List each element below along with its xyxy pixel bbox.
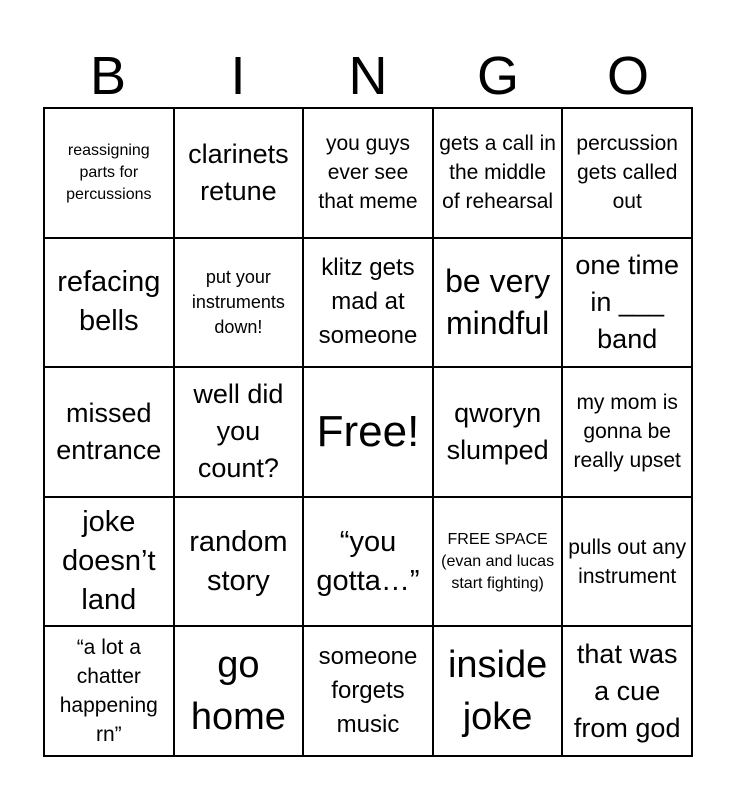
bingo-cell[interactable]	[303, 108, 433, 238]
cell-text: qworyn slumped	[446, 397, 549, 465]
bingo-cell[interactable]	[174, 626, 304, 756]
bingo-cell[interactable]	[44, 238, 174, 368]
bingo-cell[interactable]	[174, 497, 304, 627]
bingo-cell[interactable]	[562, 238, 692, 368]
bingo-cell[interactable]	[562, 367, 692, 497]
bingo-cell[interactable]	[303, 626, 433, 756]
cell-text: one time in ___ band	[575, 249, 679, 354]
cell-text: reassigning parts for percussions	[66, 141, 152, 203]
cell-text: you guys ever see that meme	[318, 132, 418, 214]
bingo-cell[interactable]	[433, 367, 563, 497]
cell-text: FREE SPACE (evan and lucas start fighting)	[441, 530, 555, 592]
cell-text: Free!	[316, 406, 420, 456]
header-letter-n: N	[348, 46, 388, 106]
cell-text: gets a call in the middle of rehearsal	[439, 132, 556, 214]
bingo-cell[interactable]	[44, 367, 174, 497]
bingo-cell[interactable]	[433, 497, 563, 627]
bingo-cell[interactable]	[303, 497, 433, 627]
bingo-cell[interactable]	[433, 626, 563, 756]
cell-text: percussion gets called out	[576, 132, 678, 214]
bingo-cell[interactable]	[433, 108, 563, 238]
cell-text: well did you count?	[193, 379, 284, 484]
cell-text: missed entrance	[56, 397, 162, 465]
cell-text: that was a cue from god	[573, 638, 681, 743]
cell-text: inside joke	[447, 644, 548, 739]
bingo-cell[interactable]	[44, 108, 174, 238]
bingo-cell[interactable]	[174, 367, 304, 497]
cell-text: go home	[190, 644, 286, 739]
bingo-cell[interactable]	[174, 108, 304, 238]
header-letter-g: G	[476, 46, 519, 106]
cell-text: clarinets retune	[188, 138, 289, 206]
bingo-cell[interactable]	[303, 238, 433, 368]
bingo-cell[interactable]	[174, 238, 304, 368]
bingo-cell[interactable]	[433, 238, 563, 368]
header-letter-o: O	[606, 46, 649, 106]
header-letter-i: I	[230, 46, 246, 106]
cell-text: “you gotta…”	[316, 525, 420, 597]
header-letter-b: B	[89, 46, 127, 106]
cell-text: joke doesn’t land	[62, 506, 156, 617]
bingo-cell[interactable]	[44, 626, 174, 756]
cell-text: “a lot a chatter happening rn”	[59, 636, 158, 747]
cell-text: put your instruments down!	[191, 266, 285, 337]
bingo-cell[interactable]	[562, 108, 692, 238]
bingo-cell[interactable]	[44, 497, 174, 627]
cell-text: random story	[189, 525, 288, 597]
cell-text: refacing bells	[57, 266, 161, 338]
cell-text: be very mindful	[445, 263, 551, 342]
bingo-cell[interactable]	[562, 626, 692, 756]
cell-text: klitz gets mad at someone	[318, 254, 418, 350]
bingo-header	[43, 45, 693, 107]
bingo-cell-free[interactable]	[303, 367, 433, 497]
bingo-board	[43, 107, 693, 757]
bingo-cell[interactable]	[562, 497, 692, 627]
cell-text: someone forgets music	[318, 643, 418, 739]
cell-text: my mom is gonna be really upset	[573, 391, 681, 473]
cell-text: pulls out any instrument	[568, 535, 687, 588]
